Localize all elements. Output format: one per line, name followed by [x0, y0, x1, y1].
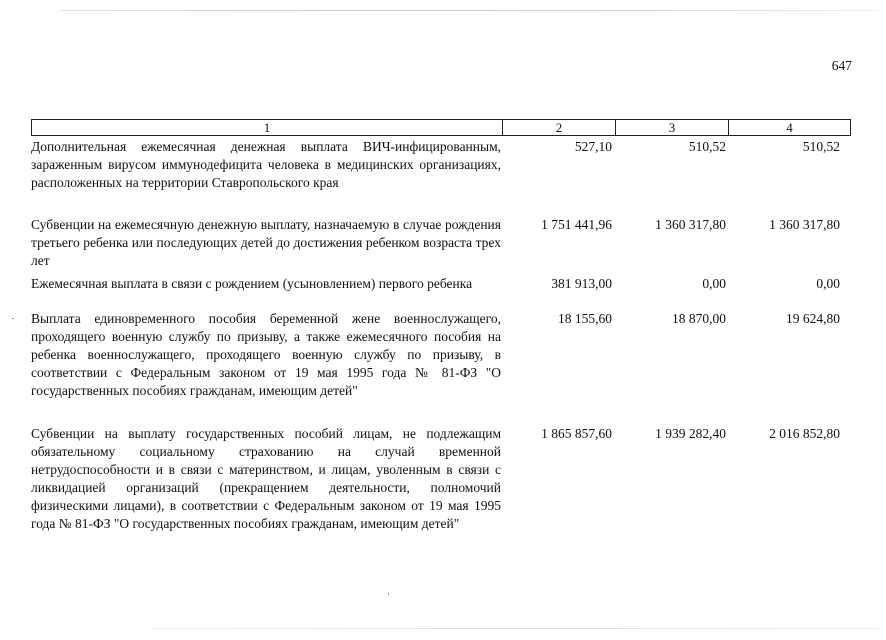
- row-value-col4: 510,52: [802, 139, 840, 154]
- row-value-col4: 2 016 852,80: [769, 426, 840, 441]
- scan-speck: [12, 318, 14, 319]
- scan-edge-top: [60, 10, 880, 11]
- row-value-col2: 381 913,00: [551, 276, 612, 291]
- row-value-col3: 1 939 282,40: [655, 426, 726, 441]
- row-value-col2: 18 155,60: [558, 311, 612, 326]
- page-number: 647: [831, 58, 852, 73]
- row-description: Субвенции на ежемесячную денежную выплату, назначаемую в случае рождения третьего ребенка или последующих детей до достижения ребенком возраста трех лет: [31, 217, 501, 268]
- row-value-col2: 1 865 857,60: [541, 426, 612, 441]
- table-header-cell: 3: [616, 120, 729, 135]
- scan-speck: [388, 593, 389, 595]
- row-value-col4: 19 624,80: [786, 311, 840, 326]
- row-description: Субвенции на выплату государственных пособий лицам, не подлежащим обязательному социальному страхованию на случай временной нетрудоспособности и в связи с материнством, и лицам, уволенным в связи с ликвидацией организаций (прекращением деятельности, полномочий физическими лицами), в соответствии с Федеральным законом от 19 мая 1995 года № 81-ФЗ "О государственных пособиях гражданам, имеющим детей": [31, 426, 501, 531]
- table-header-row: [31, 119, 851, 136]
- row-value-col4: 0,00: [816, 276, 840, 291]
- scan-edge-bottom: [150, 628, 880, 629]
- row-value-col2: 527,10: [574, 139, 612, 154]
- table-header-cell: 1: [32, 120, 503, 135]
- table-header-cell: 4: [786, 119, 793, 135]
- row-value-col2: 1 751 441,96: [541, 217, 612, 232]
- row-description: Дополнительная ежемесячная денежная выплата ВИЧ-инфицированным, зараженным вирусом иммунодефицита человека в медицинских организациях, расположенных на территории Ставропольского края: [31, 139, 501, 190]
- row-value-col3: 18 870,00: [672, 311, 726, 326]
- row-description: Выплата единовременного пособия беременной жене военнослужащего, проходящего военную службу по призыву, а также ежемесячного пособия на ребенка военнослужащего, проходящего военную службу по призыву, в соответствии с Федеральным законом от 19 мая 1995 года № 81-ФЗ "О государственных пособиях гражданам, имеющим детей": [31, 311, 501, 398]
- row-value-col3: 0,00: [702, 276, 726, 291]
- table-header-cell: 2: [503, 120, 616, 135]
- row-description: Ежемесячная выплата в связи с рождением (усыновлением) первого ребенка: [31, 276, 473, 291]
- row-value-col4: 1 360 317,80: [769, 217, 840, 232]
- row-value-col3: 1 360 317,80: [655, 217, 726, 232]
- row-value-col3: 510,52: [688, 139, 726, 154]
